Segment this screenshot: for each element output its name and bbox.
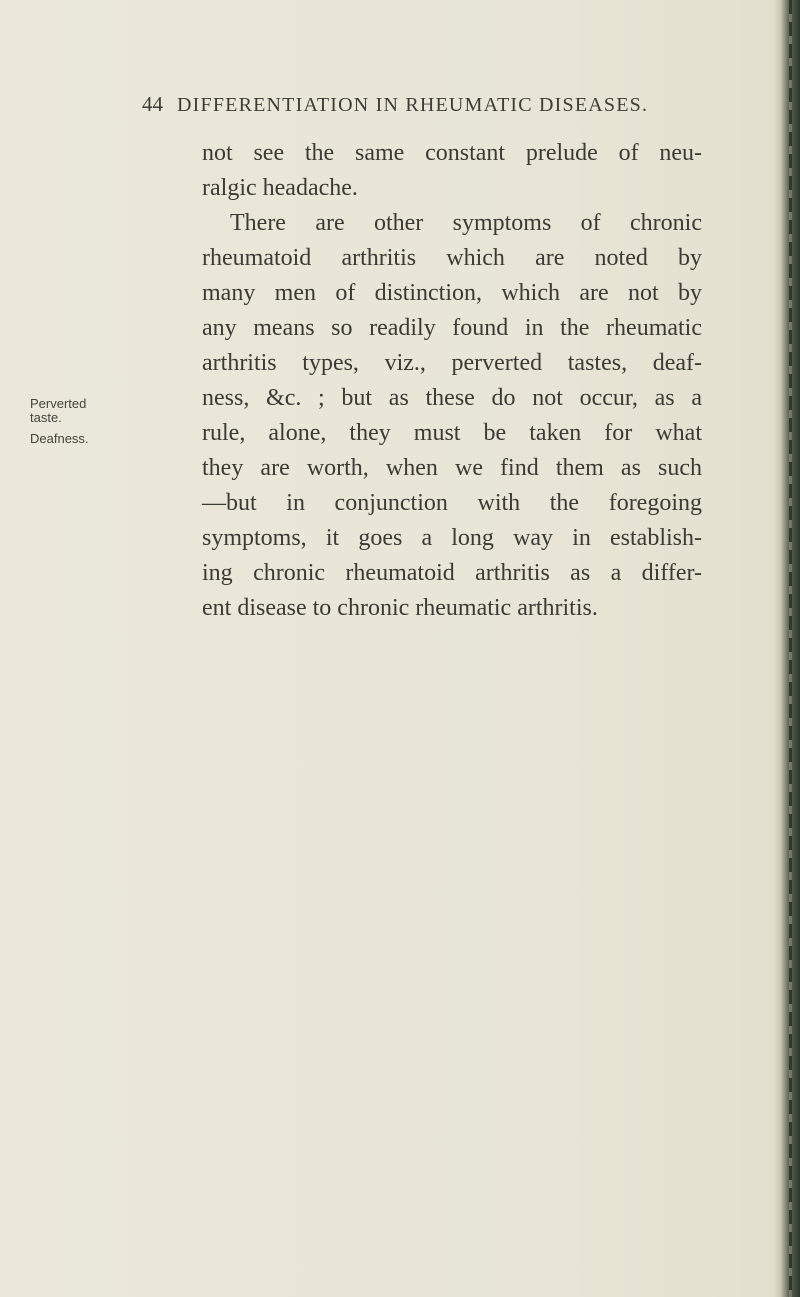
text-line: arthritis types, viz., perverted tastes, deaf- — [202, 350, 702, 376]
text-line: rule, alone, they must be taken for what — [202, 420, 702, 446]
marginal-note-line: taste. — [30, 410, 62, 425]
text-line: ing chronic rheumatoid arthritis as a differ- — [202, 560, 702, 586]
text-line: —but in conjunction with the foregoing — [202, 490, 702, 516]
text-line: symptoms, it goes a long way in establish- — [202, 525, 702, 551]
text-line: ness, &c. ; but as these do not occur, as a — [202, 385, 702, 411]
marginal-note-deafness — [30, 432, 89, 446]
text-line: many men of distinction, which are not by — [202, 280, 702, 306]
running-title: DIFFERENTIATION IN RHEUMATIC DISEASES. — [177, 94, 649, 116]
marginal-note-line: Deafness. — [30, 431, 89, 446]
text-line: any means so readily found in the rheumatic — [202, 315, 702, 341]
page-number: 44 — [142, 92, 163, 116]
text-line: There are other symptoms of chronic — [230, 210, 702, 236]
body-paragraphs — [202, 136, 702, 626]
text-line: they are worth, when we find them as such — [202, 455, 702, 481]
marginal-note-line: Perverted — [30, 396, 87, 411]
page-edge-shadow — [774, 0, 800, 1297]
text-line: not see the same constant prelude of neu- — [202, 140, 702, 166]
text-line: rheumatoid arthritis which are noted by — [202, 245, 702, 271]
marginal-note-perverted-taste — [30, 397, 86, 425]
text-line: ent disease to chronic rheumatic arthritis. — [202, 595, 598, 621]
text-line: ralgic headache. — [202, 175, 358, 201]
running-header — [142, 92, 702, 117]
